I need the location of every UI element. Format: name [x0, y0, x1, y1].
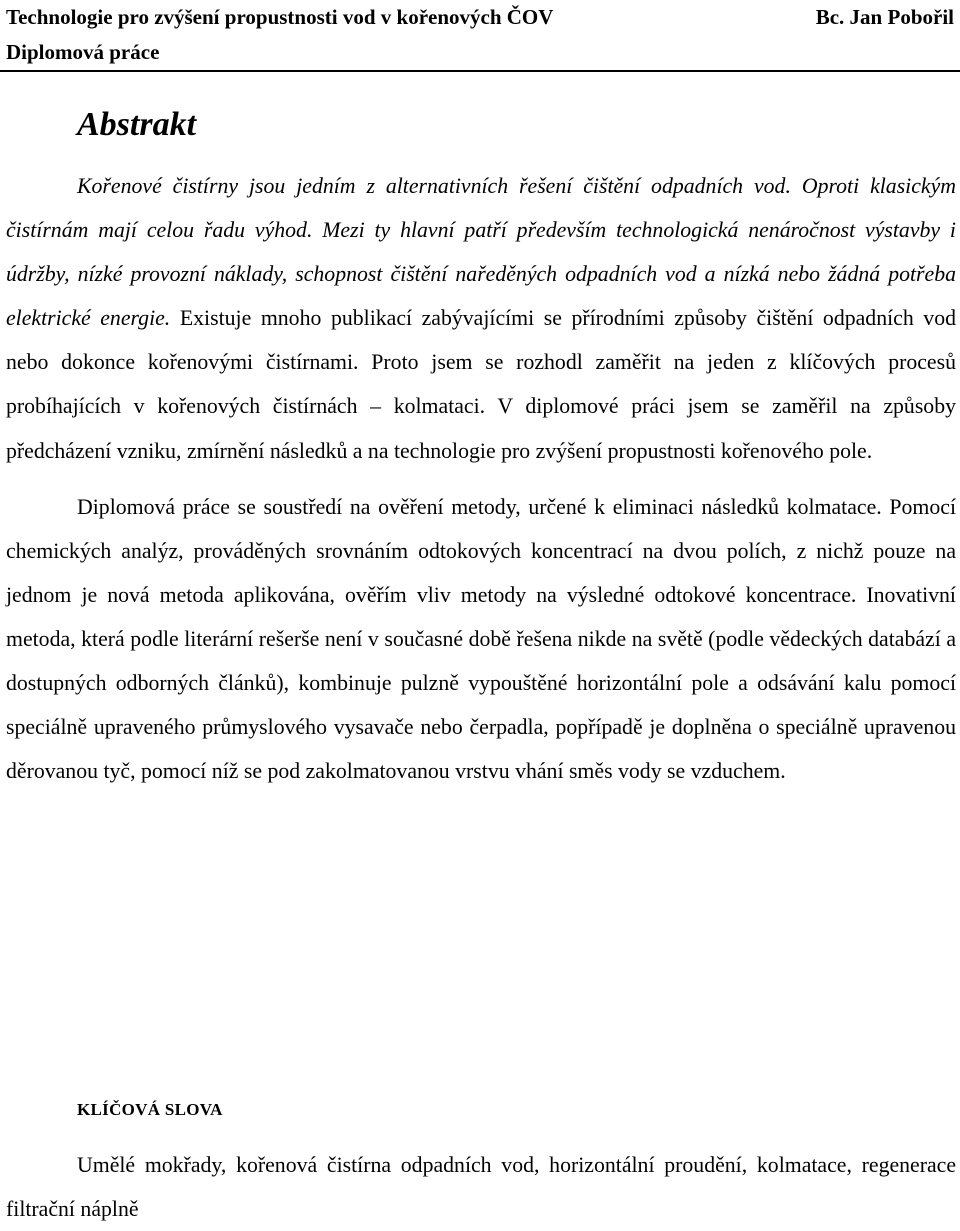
thesis-type: Diplomová práce [6, 40, 160, 64]
abstract-paragraph-1 [6, 164, 956, 473]
abstract-paragraph-1-regular: Existuje mnoho publikací zabývajícími se přírodními způsoby čištění odpadních vod nebo dokonce kořenovými čistírnami. Proto jsem se rozhodl zaměřit na jeden z klíčových procesů probíhajících v kořenových čistírnách – kolmataci. V diplomové práci jsem se zaměřil na způsoby předcházení vzniku, zmírnění následků a na technologie pro zvýšení propustnosti kořenového pole. [6, 306, 956, 463]
keywords-heading: KLÍČOVÁ SLOVA [77, 1100, 223, 1119]
abstract-paragraph-2 [6, 485, 956, 794]
abstract-heading: Abstrakt [77, 106, 197, 143]
abstract-body [6, 164, 956, 793]
thesis-title: Technologie pro zvýšení propustnosti vod v kořenových ČOV [6, 5, 554, 29]
abstract-paragraph-1-italic: Kořenové čistírny jsou jedním z alternativních řešení čištění odpadních vod. Oproti klasickým čistírnám mají celou řadu výhod. Mezi ty hlavní patří především technologická nenáročnost výstavby i údržby, nízké provozní náklady, schopnost čištění naředěných odpadních vod a nízká nebo žádná potřeba elektrické energie. [6, 174, 956, 331]
author-name: Bc. Jan Pobořil [815, 5, 954, 29]
running-header [0, 0, 960, 72]
keywords-text: Umělé mokřady, kořenová čistírna odpadních vod, horizontální proudění, kolmatace, regenerace filtrační náplně [6, 1153, 956, 1222]
abstract-paragraph-2-regular: Diplomová práce se soustředí na ověření metody, určené k eliminaci následků kolmatace. Pomocí chemických analýz, prováděných srovnáním odtokových koncentrací na dvou polích, z nichž pouze na jednom je nová metoda aplikována, ověřím vliv metody na výsledné odtokové koncentrace. Inovativní metoda, která podle literární rešerše není v současné době řešena nikde na světě (podle vědeckých databází a dostupných odborných článků), kombinuje pulzně vypouštěné horizontální pole a odsávání kalu pomocí speciálně upraveného průmyslového vysavače nebo čerpadla, popřípadě je doplněna o speciálně upravenou děrovanou tyč, pomocí níž se pod zakolmatovanou vrstvu vhání směs vody se vzduchem. [6, 494, 956, 784]
